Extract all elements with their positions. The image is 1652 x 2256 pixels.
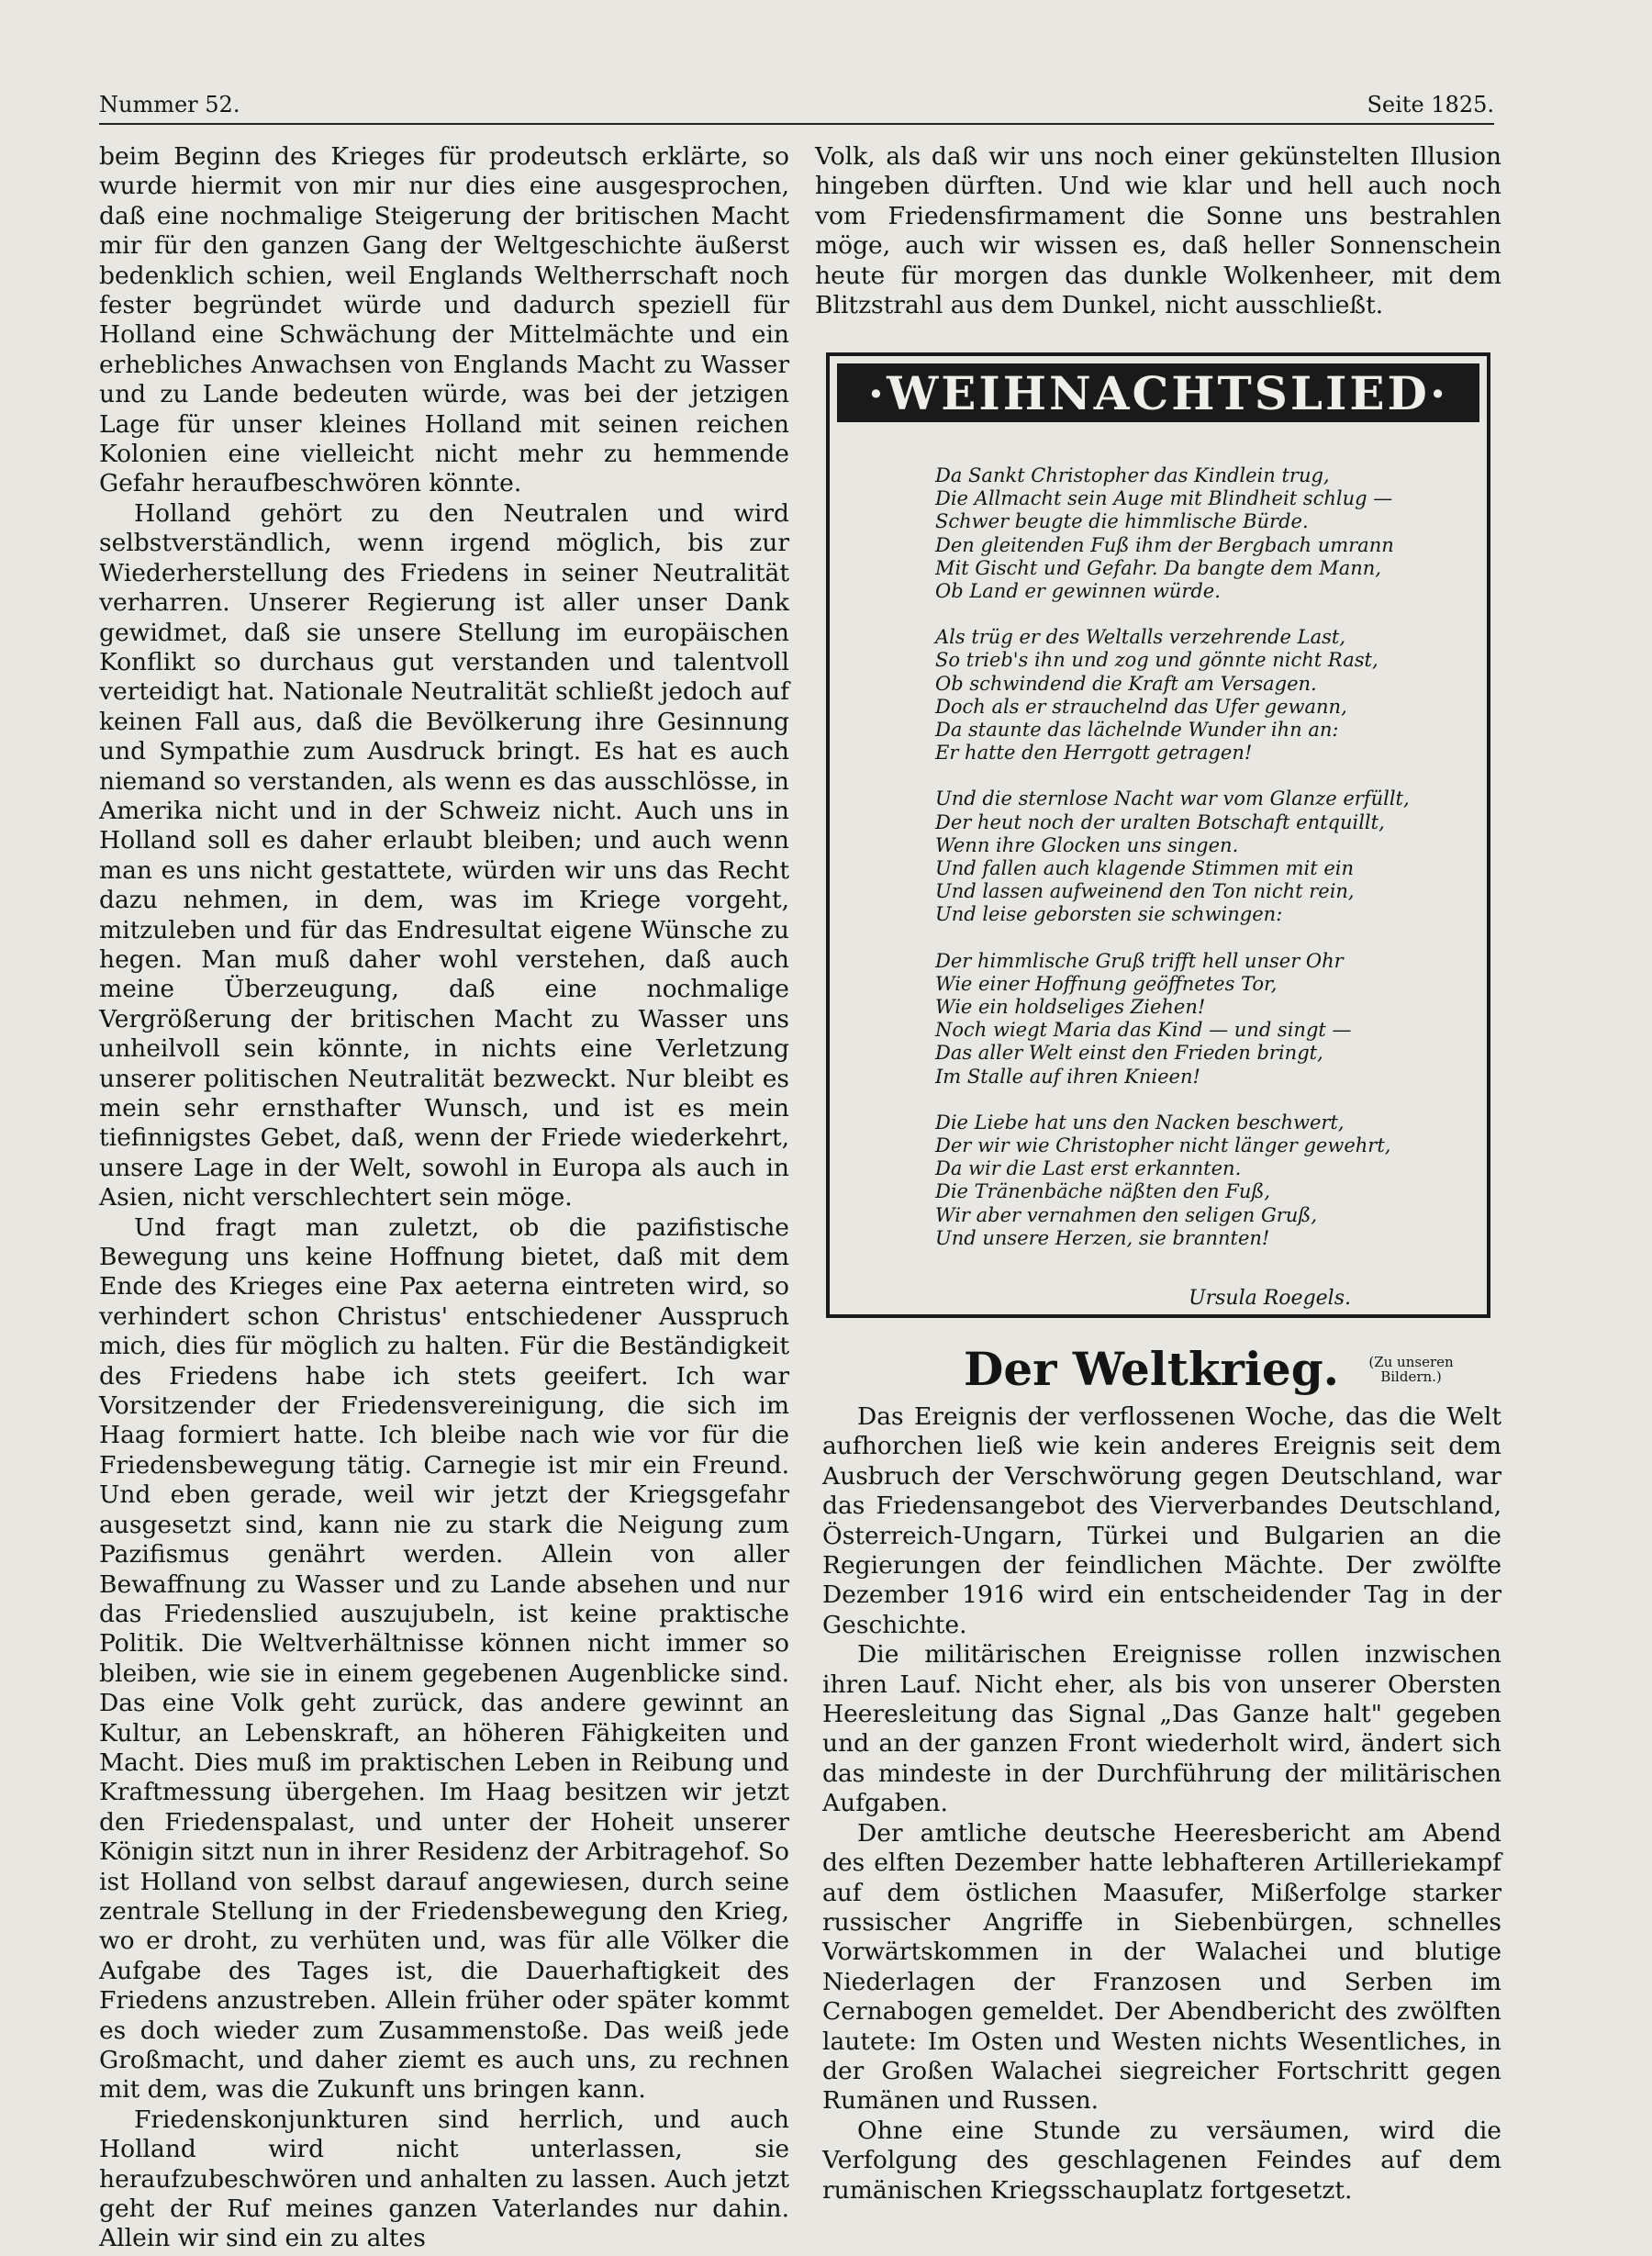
poem-author: Ursula Roegels. [1189,1287,1351,1310]
right-column-top [815,142,1501,320]
paragraph: Volk, als daß wir uns noch einer gekünstelten Illusion hingeben dürften. Und wie klar und hell auch noch vom Friedensfirmament die Sonne uns bestrahlen möge, auch wir wissen es, daß heller Sonnenschein heute für morgen das dunkle Wolkenheer, mit dem Blitzstrahl aus dem Dunkel, nicht ausschließt. [815,142,1501,320]
section-title: Der Weltkrieg. [964,1342,1340,1396]
poem-stanza [935,950,1412,1089]
poem-line: Als trüg er des Weltalls verzehrende Last, [935,626,1346,649]
poem-line: Er hatte den Herrgott getragen! [935,742,1253,765]
page-header [99,92,1494,128]
issue-number: Nummer 52. [99,92,240,117]
poem-line: Wie ein holdseliges Ziehen! [935,996,1206,1019]
poem-box [826,352,1490,1318]
poem-line: Und leise geborsten sie schwingen: [935,903,1283,926]
poem-stanza [935,626,1412,765]
poem-line: Das aller Welt einst den Frieden bringt, [935,1042,1323,1065]
poem-line: Und die sternlose Nacht war vom Glanze erfüllt, [935,787,1410,810]
poem-line: Da Sankt Christopher das Kindlein trug, [935,464,1330,486]
paragraph: Die militärischen Ereignisse rollen inzwischen ihren Lauf. Nicht eher, als bis von unserer Obersten Heeresleitung das Signal „Das Ganze halt" gegeben und an der ganzen Front wiederholt wird, ändert sich das mindeste in der Durchführung der militärischen Aufgaben. [822,1640,1501,1818]
section-note: (Zu unseren Bildern.) [1368,1354,1454,1385]
page-number: Seite 1825. [1367,92,1494,117]
poem-line: So trieb's ihn und zog und gönnte nicht Rast, [935,649,1379,672]
paragraph: beim Beginn des Krieges für prodeutsch erklärte, so wurde hiermit von mir nur dies eine ausgesprochen, daß eine nochmalige Steigerung der britischen Macht mir für den ganzen Gang der Weltgeschichte äußerst bedenklich schien, weil Englands Weltherrschaft noch fester begründet würde und dadurch speziell für Holland eine Schwächung der Mittelmächte und ein erhebliches Anwachsen von Englands Macht zu Wasser und zu Lande bedeuten würde, was bei der jetzigen Lage für unser kleines Holland mit seinen reichen Kolonien eine vielleicht nicht mehr zu hemmende Gefahr heraufbeschwören könnte. [99,142,789,498]
poem-line: Die Liebe hat uns den Nacken beschwert, [935,1111,1345,1134]
paragraph: Und fragt man zuletzt, ob die pazifistische Bewegung uns keine Hoffnung bietet, daß mit dem Ende des Krieges eine Pax aeterna eintreten wird, so verhindert schon Christus' entschiedener Ausspruch mich, dies für möglich zu halten. Für die Beständigkeit des Friedens habe ich stets geeifert. Ich war Vorsitzender der Friedensvereinigung, die sich im Haag formiert hatte. Ich bleibe nach wie vor für die Friedensbewegung tätig. Carnegie ist mir ein Freund. Und eben gerade, weil wir jetzt der Kriegsgefahr ausgesetzt sind, kann nie zu stark die Neigung zum Pazifismus genährt werden. Allein von aller Bewaffnung zu Wasser und zu Lande absehen und nur das Friedenslied auszujubeln, ist keine praktische Politik. Die Weltverhältnisse können nicht immer so bleiben, wie sie in einem gegebenen Augenblicke sind. Das eine Volk geht zurück, das andere gewinnt an Kultur, an Lebenskraft, an höheren Fähigkeiten und Macht. Dies muß im praktischen Leben in Reibung und Kraftmessung übergehen. Im Haag besitzen wir jetzt den Friedenspalast, und unter der Hoheit unserer Königin sitzt nun in ihrer Residenz der Arbitragehof. So ist Holland von selbst darauf angewiesen, durch seine zentrale Stellung in der Friedensbewegung den Krieg, wo er droht, zu verhüten und, was für alle Völker die Aufgabe des Tages ist, die Dauerhaftigkeit des Friedens anzustreben. Allein früher oder später kommt es doch wieder zum Zusammenstoße. Das weiß jede Großmacht, und daher ziemt es auch uns, zu rechnen mit dem, was die Zukunft uns bringen kann. [99,1212,789,2105]
poem-line: Die Allmacht sein Auge mit Blindheit schlug — [935,487,1393,510]
poem-stanza [935,464,1412,603]
poem-line: Und lassen aufweinend den Ton nicht rein, [935,880,1355,903]
poem-line: Den gleitenden Fuß ihm der Bergbach umrann [935,533,1394,556]
poem-line: Wenn ihre Glocken uns singen. [935,833,1239,856]
poem-line: Der wir wie Christopher nicht länger gewehrt, [935,1134,1391,1157]
left-column [99,142,789,2254]
poem-line: Und fallen auch klagende Stimmen mit ein [935,857,1355,880]
header-rule [99,123,1494,125]
paragraph: Friedenskonjunkturen sind herrlich, und auch Holland wird nicht unterlassen, sie heraufzubeschwören und anhalten zu lassen. Auch jetzt geht der Ruf meines ganzen Vaterlandes nur dahin. Allein wir sind ein zu altes [99,2105,789,2253]
poem-line: Wie einer Hoffnung geöffnetes Tor, [935,972,1278,995]
poem-line: Im Stalle auf ihren Knieen! [935,1065,1200,1088]
poem-line: Doch als er strauchelnd das Ufer gewann, [935,695,1347,718]
poem-line: Da staunte das lächelnde Wunder ihn an: [935,719,1339,742]
poem-line: Ob Land er gewinnen würde. [935,580,1221,603]
section-body [822,1402,1501,2206]
poem-line: Schwer beugte die himmlische Bürde. [935,510,1309,533]
poem-body [935,464,1412,1273]
paragraph: Ohne eine Stunde zu versäumen, wird die Verfolgung des geschlagenen Feindes auf dem rumänischen Kriegsschauplatz fortgesetzt. [822,2116,1501,2205]
section-heading [964,1342,1478,1401]
poem-title: ·WEIHNACHTSLIED· [837,363,1479,422]
paragraph: Holland gehört zu den Neutralen und wird selbstverständlich, wenn irgend möglich, bis zur Wiederherstellung des Friedens in seiner Neutralität verharren. Unserer Regierung ist aller unser Dank gewidmet, daß sie unsere Stellung im europäischen Konflikt so durchaus gut verstanden und talentvoll verteidigt hat. Nationale Neutralität schließt jedoch auf keinen Fall aus, daß die Bevölkerung ihre Gesinnung und Sympathie zum Ausdruck bringt. Es hat es auch niemand so verstanden, als wenn es das ausschlösse, in Amerika nicht und in der Schweiz nicht. Auch uns in Holland soll es daher erlaubt bleiben; und auch wenn man es uns nicht gestattete, würden wir uns das Recht dazu nehmen, in dem, was im Kriege vorgeht, mitzuleben und für das Endresultat eigene Wünsche zu hegen. Man muß daher wohl verstehen, daß auch meine Überzeugung, daß eine nochmalige Vergrößerung der britischen Macht zu Wasser uns unheilvoll sein könnte, in nichts eine Verletzung unserer politischen Neutralität bezweckt. Nur bleibt es mein sehr ernsthafter Wunsch, und ist es mein tiefinnigstes Gebet, daß, wenn der Friede wiederkehrt, unsere Lage in der Welt, sowohl in Europa als auch in Asien, nicht verschlechtert sein möge. [99,498,789,1212]
poem-line: Der himmlische Gruß trifft hell unser Ohr [935,949,1344,972]
paragraph: Der amtliche deutsche Heeresbericht am Abend des elften Dezember hatte lebhafteren Artilleriekampf auf dem östlichen Maasufer, Mißerfolge starker russischer Angriffe in Siebenbürgen, schnelles Vorwärtskommen in der Walachei und blutige Niederlagen der Franzosen und Serben im Cernabogen gemeldet. Der Abendbericht des zwölften lautete: Im Osten und Westen nichts Wesentliches, in der Großen Walachei siegreicher Fortschritt gegen Rumänen und Russen. [822,1818,1501,2116]
poem-line: Da wir die Last erst erkannten. [935,1157,1242,1180]
poem-line: Die Tränenbäche näßten den Fuß, [935,1180,1271,1203]
poem-line: Noch wiegt Maria das Kind — und singt — [935,1019,1352,1042]
poem-line: Wir aber vernahmen den seligen Gruß, [935,1203,1318,1226]
poem-line: Ob schwindend die Kraft am Versagen. [935,672,1317,695]
poem-stanza [935,787,1412,926]
poem-line: Und unsere Herzen, sie brannten! [935,1226,1270,1249]
poem-stanza [935,1111,1412,1250]
paragraph: Das Ereignis der verflossenen Woche, das die Welt aufhorchen ließ wie kein anderes Ereignis seit dem Ausbruch der Verschwörung gegen Deutschland, war das Friedensangebot des Vierverbandes Deutschland, Österreich-Ungarn, Türkei und Bulgarien an die Regierungen der feindlichen Mächte. Der zwölfte Dezember 1916 wird ein entscheidender Tag in der Geschichte. [822,1402,1501,1639]
poem-line: Der heut noch der uralten Botschaft entquillt, [935,810,1385,833]
poem-line: Mit Gischt und Gefahr. Da bangte dem Mann, [935,556,1381,579]
